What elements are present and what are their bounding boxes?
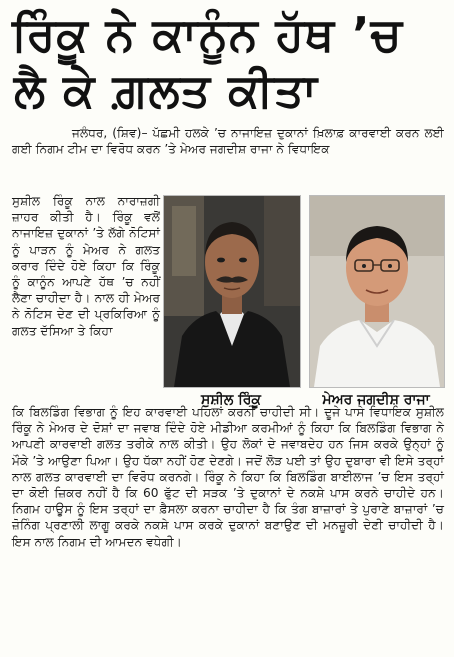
article-body-text: ਕਿ ਬਿਲਡਿੰਗ ਵਿਭਾਗ ਨੂੰ ਇਹ ਕਾਰਵਾਈ ਪਹਿਲਾਂ ਕਰਨੀ ਚਾਹੀਦੀ ਸੀ। ਦੂਜੇ ਪਾਸੇ ਵਿਧਾਇਕ ਸੁਸ਼ੀਲ ਰਿੰਕੂ ਨੇ ਮੇਅਰ ਦੇ ਦੋਸ਼ਾਂ ਦਾ ਜਵਾਬ ਦਿੰਦੇ ਹੋਏ ਮੀਡੀਆ ਕਰਮੀਆਂ ਨੂੰ ਕਿਹਾ ਕਿ ਬਿਲਡਿੰਗ ਵਿਭਾਗ ਨੇ ਆਪਣੀ ਕਾਰਵਾਈ ਗਲਤ ਤਰੀਕੇ ਨਾਲ ਕੀਤੀ। ਉਹ ਲੋਕਾਂ ਦੇ ਜਵਾਬਦੇਹ ਹਨ ਜਿਸ ਕਰਕੇ ਉਨ੍ਹਾਂ ਨੂੰ ਮੌਕੇ ’ਤੇ ਆਉਣਾ ਪਿਆ। ਉਹ ਧੱਕਾ ਨਹੀਂ ਹੋਣ ਦੇਣਗੇ। ਜਦੋਂ ਲੋੜ ਪਈ ਤਾਂ ਉਹ ਦੁਬਾਰਾ ਵੀ ਇਸੇ ਤਰ੍ਹਾਂ ਨਾਲ ਗਲਤ ਕਾਰਵਾਈ ਦਾ ਵਿਰੋਧ ਕਰਨਗੇ। ਰਿੰਕੂ ਨੇ ਕਿਹਾ ਕਿ ਬਿਲਡਿੰਗ ਬਾਈਲਾਜ ’ਚ ਇਸ ਤਰ੍ਹਾਂ ਦਾ ਕੋਈ ਜ਼ਿਕਰ ਨਹੀਂ ਹੈ ਕਿ 60 ਫੁੱਟ ਦੀ ਸੜਕ ’ਤੇ ਦੁਕਾਨਾਂ ਦੇ ਨਕਸ਼ੇ ਪਾਸ ਕਰਨੇ ਚਾਹੀਦੇ ਹਨ। ਨਿਗਮ ਹਾਊਸ ਨੂੰ ਇਸ ਤਰ੍ਹਾਂ ਦਾ ਫ਼ੈਸਲਾ ਕਰਨਾ ਚਾਹੀਦਾ ਹੈ ਕਿ ਤੰਗ ਬਾਜ਼ਾਰਾਂ ਤੇ ਪੁਰਾਣੇ ਬਾਜ਼ਾਰਾਂ ’ਚ ਜ਼ੋਨਿੰਗ ਪ੍ਰਣਾਲੀ ਲਾਗੂ ਕਰਕੇ ਨਕਸ਼ੇ ਪਾਸ ਕਰਕੇ ਦੁਕਾਨਾਂ ਬਣਾਉਣ ਦੀ ਮਨਜ਼ੂਰੀ ਦੇਣੀ ਚਾਹੀਦੀ ਹੈ। ਇਸ ਨਾਲ ਨਿਗਮ ਦੀ ਆਮਦਨ ਵਧੇਗੀ। — [12, 405, 444, 549]
caption-sushil-rinku: ਸੁਸ਼ੀਲ ਰਿੰਕੂ — [201, 392, 261, 408]
portrait-sushil-rinku — [164, 196, 300, 387]
caption-jagdish-raja: ਮੇਅਰ ਜਗਦੀਸ਼ ਰਾਜਾ — [322, 392, 430, 408]
portrait-jagdish-raja — [310, 196, 444, 387]
headline-line-2: ਲੈ ਕੇ ਗ਼ਲਤ ਕੀਤਾ — [14, 63, 318, 117]
intro-text: ਜਲੰਧਰ, (ਸ਼ਿਵ)– ਪੱਛਮੀ ਹਲਕੇ ’ਚ ਨਾਜਾਇਜ਼ ਦੁਕਾਨਾਂ ਖ਼ਿਲਾਫ਼ ਕਾਰਵਾਈ ਕਰਨ ਲਈ ਗਈ ਨਿਗਮ ਟੀਮ ਦਾ ਵਿਰੋਧ ਕਰਨ ’ਤੇ ਮੇਅਰ ਜਗਦੀਸ਼ ਰਾਜਾ ਨੇ ਵਿਧਾਇਕ — [12, 126, 444, 157]
headline-line-1: ਰਿੰਕੂ ਨੇ ਕਾਨੂੰਨ ਹੱਥ ’ਚ — [12, 7, 403, 61]
article-intro — [12, 125, 444, 157]
photo-sushil-rinku — [163, 195, 301, 388]
article-left-column: ਸੁਸ਼ੀਲ ਰਿੰਕੂ ਨਾਲ ਨਾਰਾਜ਼ਗੀ ਜ਼ਾਹਰ ਕੀਤੀ ਹੈ। ਰਿੰਕੂ ਵਲੋਂ ਨਾਜਾਇਜ਼ ਦੁਕਾਨਾਂ ’ਤੇ ਲੱਗੇ ਨੋਟਿਸਾਂ ਨੂੰ ਪਾੜਨ ਨੂੰ ਮੇਅਰ ਨੇ ਗਲਤ ਕਰਾਰ ਦਿੰਦੇ ਹੋਏ ਕਿਹਾ ਕਿ ਰਿੰਕੂ ਨੂੰ ਕਾਨੂੰਨ ਆਪਣੇ ਹੱਥ ’ਚ ਨਹੀਂ ਲੈਣਾ ਚਾਹੀਦਾ ਹੈ। ਨਾਲ ਹੀ ਮੇਅਰ ਨੇ ਨੋਟਿਸ ਦੇਣ ਦੀ ਪ੍ਰਕਿਰਿਆ ਨੂੰ ਗਲਤ ਦੱਸਿਆ ਤੇ ਕਿਹਾ — [12, 194, 160, 338]
headline — [12, 6, 444, 118]
photo-jagdish-raja — [309, 195, 445, 388]
article-body — [12, 404, 444, 550]
